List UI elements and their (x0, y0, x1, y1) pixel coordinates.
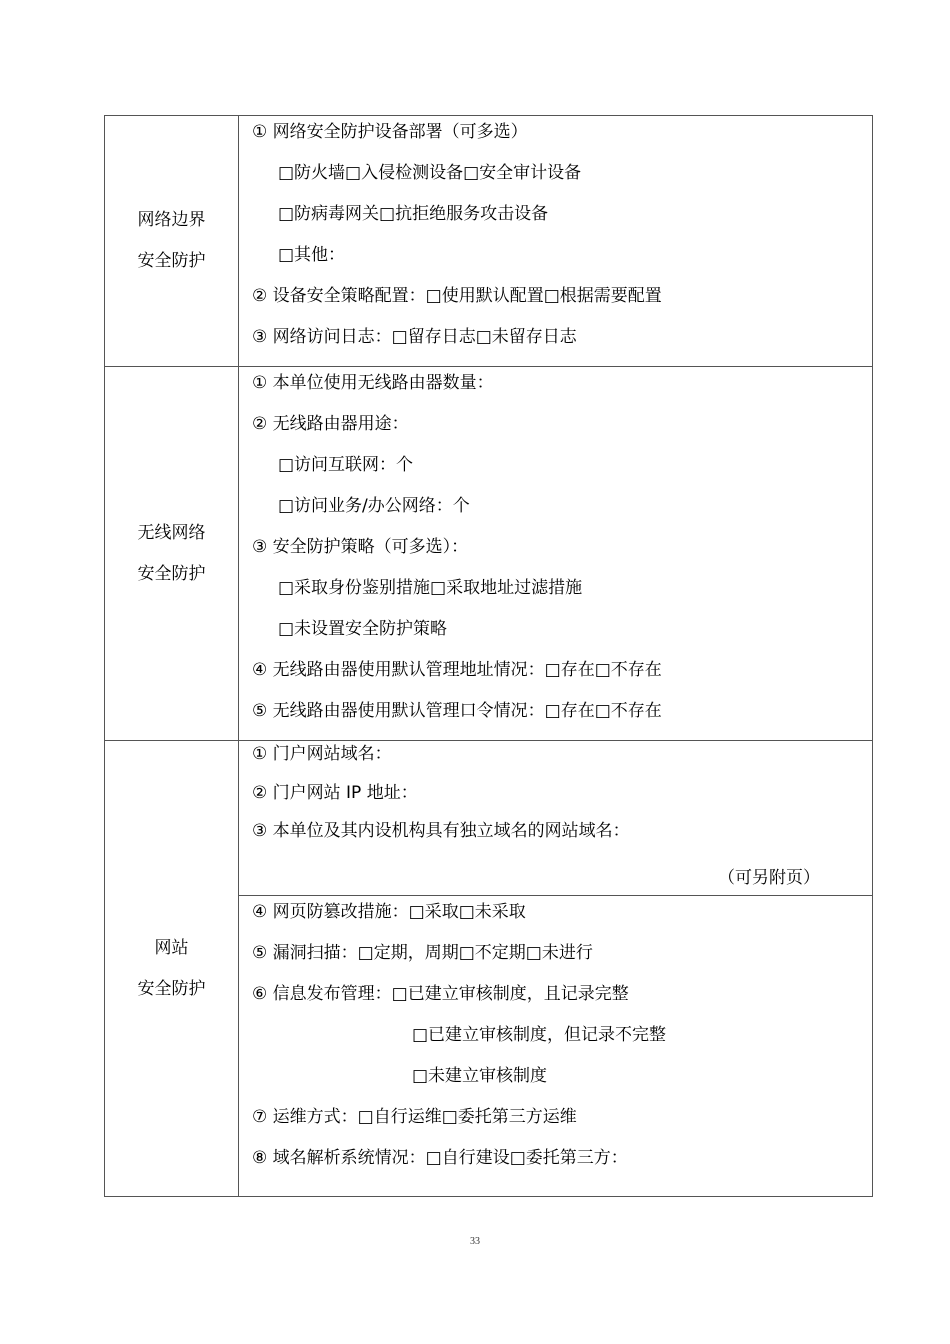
item-line: ① 门户网站域名： (252, 744, 392, 764)
section-label (105, 116, 239, 367)
item-line: ⑤ 漏洞扫描：□定期，周期□不定期□未进行 (252, 943, 593, 963)
item-line: ⑤ 无线路由器使用默认管理口令情况：□存在□不存在 (252, 701, 662, 721)
checkbox-line: □其他： (278, 245, 346, 265)
item-line: ⑥ 信息发布管理：□已建立审核制度，且记录完整 (252, 984, 629, 1004)
section-label-line: 网络边界 (137, 210, 206, 230)
checkbox-line: □访问互联网：个 (278, 455, 414, 475)
section-content-part2 (239, 896, 873, 1197)
checkbox-line: □访问业务/办公网络：个 (278, 496, 470, 516)
security-form-table (104, 115, 873, 1197)
section-wireless (105, 367, 873, 741)
checkbox-line: □未设置安全防护策略 (278, 619, 448, 639)
item-line: ⑦ 运维方式：□自行运维□委托第三方运维 (252, 1107, 577, 1127)
note-line: （可另附页） (718, 867, 820, 888)
item-line: ② 门户网站 IP 地址： (252, 782, 418, 803)
page-number: 33 (470, 1236, 480, 1247)
section-website (105, 741, 873, 896)
item-line: ① 本单位使用无线路由器数量： (252, 373, 494, 393)
section-content-part1 (239, 741, 873, 896)
section-label-line: 无线网络 (137, 522, 206, 543)
item-line: ① 网络安全防护设备部署（可多选） (252, 122, 528, 142)
section-label-line: 安全防护 (137, 563, 206, 584)
checkbox-line: □防病毒网关□抗拒绝服务攻击设备 (278, 204, 549, 224)
section-content (239, 367, 873, 741)
section-label-line: 安全防护 (137, 978, 206, 999)
item-line: ③ 本单位及其内设机构具有独立域名的网站域名： (252, 821, 630, 841)
item-line: ⑧ 域名解析系统情况：□自行建设□委托第三方： (252, 1148, 628, 1168)
item-line: ④ 无线路由器使用默认管理地址情况：□存在□不存在 (252, 660, 662, 680)
section-label-line: 安全防护 (137, 251, 206, 271)
checkbox-line: □防火墙□入侵检测设备□安全审计设备 (278, 163, 582, 183)
item-line: ③ 网络访问日志：□留存日志□未留存日志 (252, 327, 577, 347)
checkbox-line: □采取身份鉴别措施□采取地址过滤措施 (278, 578, 583, 598)
item-line: ② 无线路由器用途： (252, 414, 409, 434)
item-line: ③ 安全防护策略（可多选）： (252, 537, 469, 557)
item-line: ② 设备安全策略配置：□使用默认配置□根据需要配置 (252, 286, 662, 306)
section-content (239, 116, 873, 367)
checkbox-line: □未建立审核制度 (412, 1066, 548, 1086)
section-label-line: 网站 (154, 937, 189, 958)
section-network-boundary (105, 116, 873, 367)
section-label (105, 741, 239, 1197)
section-label (105, 367, 239, 741)
item-line: ④ 网页防篡改措施：□采取□未采取 (252, 902, 526, 922)
checkbox-line: □已建立审核制度，但记录不完整 (412, 1025, 667, 1045)
